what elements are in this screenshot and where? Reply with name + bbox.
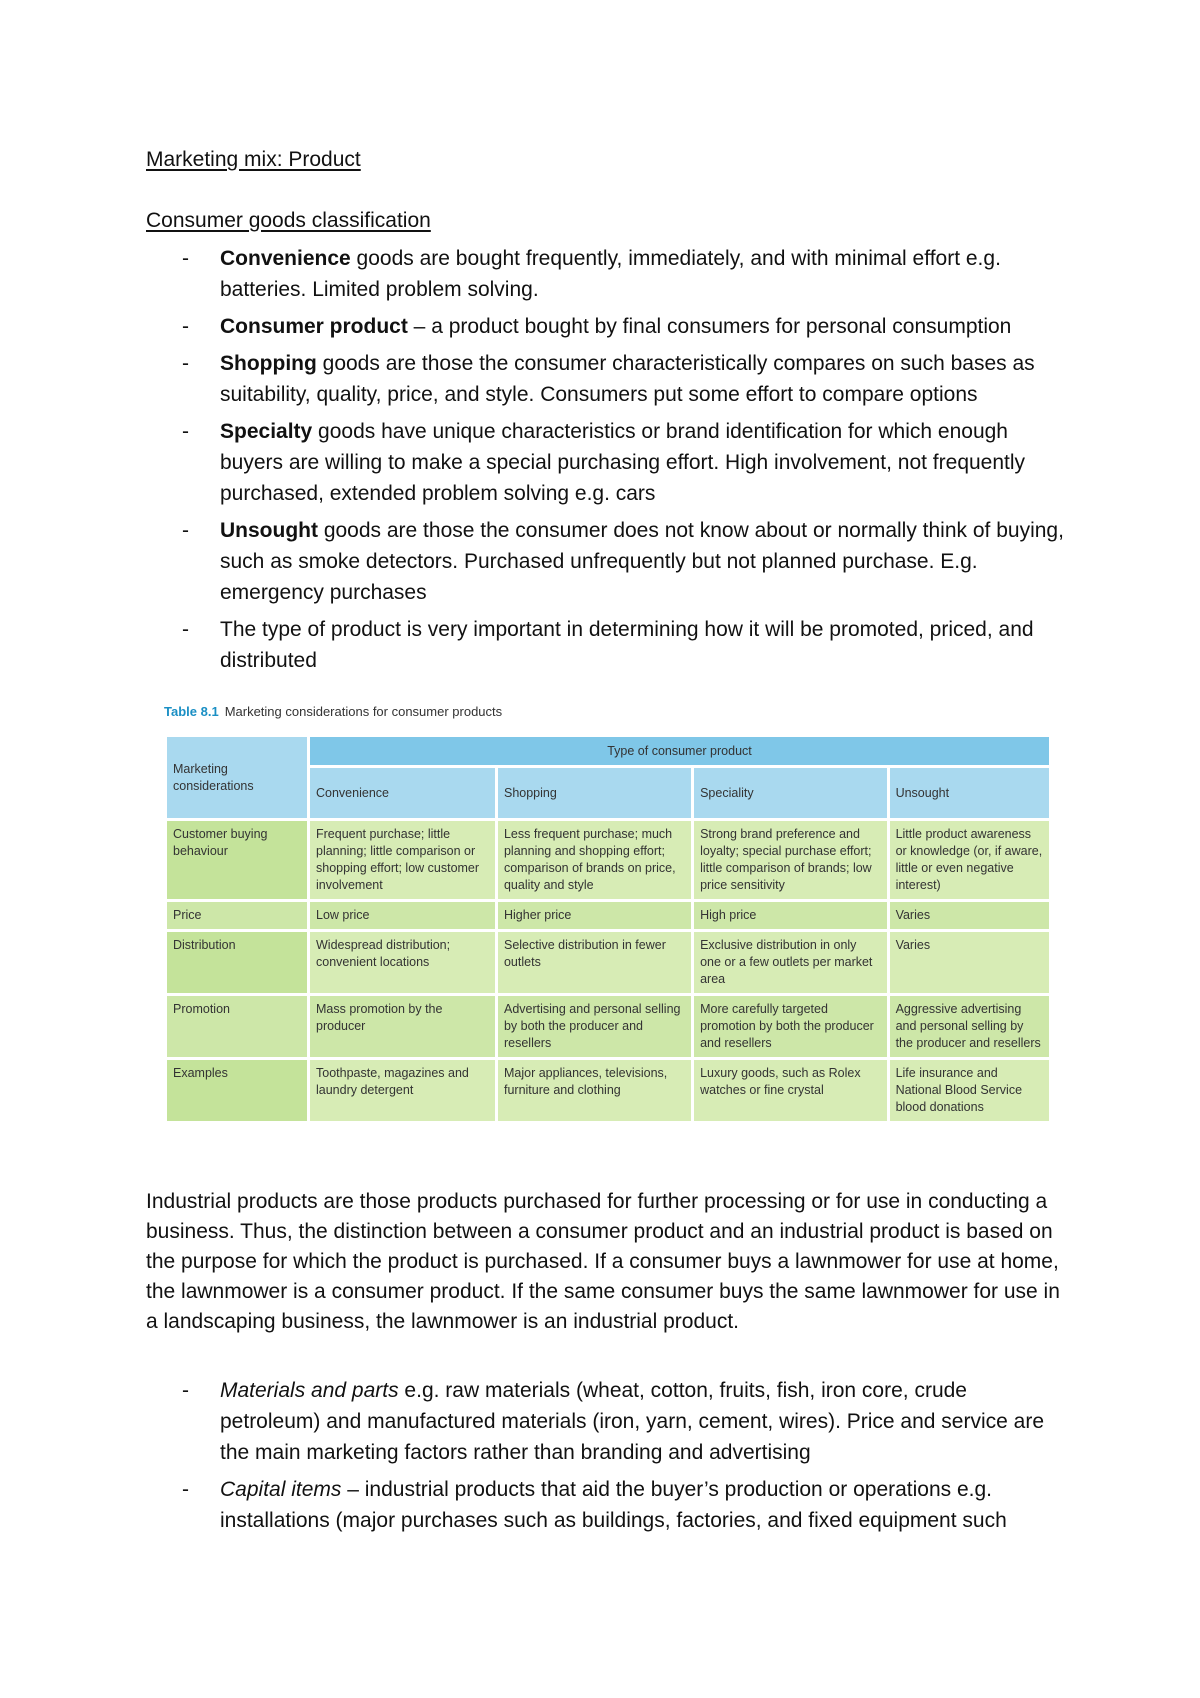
dash-marker: - (182, 1379, 189, 1402)
row-label: Examples (167, 1060, 307, 1121)
row-label: Distribution (167, 932, 307, 993)
dash-marker: - (182, 247, 189, 270)
table-cell: Strong brand preference and loyalty; special purchase effort; little comparison of brands; low price sensitivity (694, 821, 886, 899)
term-materials-and-parts: Materials and parts (220, 1379, 399, 1402)
table-cell: Luxury goods, such as Rolex watches or fine crystal (694, 1060, 886, 1121)
list-item (146, 1375, 1066, 1468)
industrial-products-list (146, 1375, 1066, 1542)
definition-text: – industrial products that aid the buyer’s production or operations e.g. installations (major purchases such as buildings, factories, and fixed equipment such (220, 1478, 1007, 1532)
term-convenience: Convenience (220, 247, 351, 270)
row-label: Promotion (167, 996, 307, 1057)
table-number: Table 8.1 (164, 704, 219, 719)
definition-text: – a product bought by final consumers for personal consumption (407, 315, 1012, 338)
row-header-label: Marketing considerations (167, 737, 307, 818)
list-item (146, 311, 1066, 342)
table-cell: High price (694, 902, 886, 929)
list-item (146, 348, 1066, 410)
column-header: Shopping (498, 768, 691, 818)
list-item (146, 416, 1066, 509)
term-consumer-product: Consumer product (220, 315, 408, 338)
table-cell: More carefully targeted promotion by both the producer and resellers (694, 996, 886, 1057)
list-item (146, 1474, 1066, 1536)
dash-marker: - (182, 315, 189, 338)
table-row (167, 932, 1049, 993)
table-cell: Major appliances, televisions, furniture and clothing (498, 1060, 691, 1121)
table-cell: Less frequent purchase; much planning and shopping effort; comparison of brands on price, quality and style (498, 821, 691, 899)
table-cell: Widespread distribution; convenient locations (310, 932, 495, 993)
table-cell: Frequent purchase; little planning; little comparison or shopping effort; low customer involvement (310, 821, 495, 899)
table-header-row (167, 737, 1049, 765)
definition-text: goods are bought frequently, immediately, and with minimal effort e.g. batteries. Limited problem solving. (220, 247, 1001, 301)
definition-text: goods have unique characteristics or brand identification for which enough buyers are willing to make a special purchasing effort. High involvement, not frequently purchased, extended problem solving e.g. cars (220, 420, 1026, 505)
term-shopping: Shopping (220, 352, 317, 375)
term-capital-items: Capital items (220, 1478, 342, 1501)
table-cell: Low price (310, 902, 495, 929)
consumer-goods-list (146, 243, 1066, 682)
term-specialty: Specialty (220, 420, 313, 443)
definition-text: e.g. raw materials (wheat, cotton, fruits, fish, iron core, crude petroleum) and manufactured materials (iron, yarn, cement, wires). Price and service are the main marketing factors rather than branding and advertising (220, 1379, 1045, 1464)
table-cell: Exclusive distribution in only one or a few outlets per market area (694, 932, 886, 993)
table-row (167, 821, 1049, 899)
definition-text: goods are those the consumer does not know about or normally think of buying, such as smoke detectors. Purchased unfrequently but not planned purchase. E.g. emergency purchases (220, 519, 1064, 604)
consumer-products-table (164, 734, 1052, 1124)
dash-marker: - (182, 618, 189, 641)
table-cell: Toothpaste, magazines and laundry detergent (310, 1060, 495, 1121)
list-item (146, 614, 1066, 676)
dash-marker: - (182, 352, 189, 375)
list-item (146, 515, 1066, 608)
table-caption-text: Marketing considerations for consumer products (224, 704, 503, 719)
table-cell: Life insurance and National Blood Service blood donations (890, 1060, 1049, 1121)
table-row (167, 996, 1049, 1057)
group-header: Type of consumer product (310, 737, 1049, 765)
page-title: Marketing mix: Product (146, 148, 361, 171)
table-caption (164, 704, 502, 719)
column-header: Unsought (890, 768, 1049, 818)
consumer-goods-heading: Consumer goods classification (146, 209, 431, 232)
table-cell: Higher price (498, 902, 691, 929)
industrial-products-paragraph: Industrial products are those products purchased for further processing or for use in conducting a business. Thus, the distinction between a consumer product and an industrial product is based on the purpose for which the product is purchased. If a consumer buys a lawnmower for use at home, the lawnmower is a consumer product. If the same consumer buys the same lawnmower for use in a landscaping business, the lawnmower is an industrial product. (146, 1190, 1060, 1333)
table-cell: Selective distribution in fewer outlets (498, 932, 691, 993)
table-cell: Mass promotion by the producer (310, 996, 495, 1057)
column-header: Convenience (310, 768, 495, 818)
table-row (167, 902, 1049, 929)
list-item (146, 243, 1066, 305)
table-row (167, 1060, 1049, 1121)
dash-marker: - (182, 420, 189, 443)
table-cell: Varies (890, 932, 1049, 993)
table-cell: Aggressive advertising and personal selling by the producer and resellers (890, 996, 1049, 1057)
table-figure (164, 704, 1052, 1136)
dash-marker: - (182, 1478, 189, 1501)
term-unsought: Unsought (220, 519, 318, 542)
row-label: Customer buying behaviour (167, 821, 307, 899)
definition-text: The type of product is very important in determining how it will be promoted, priced, and distributed (220, 618, 1034, 672)
dash-marker: - (182, 519, 189, 542)
table-cell: Varies (890, 902, 1049, 929)
definition-text: goods are those the consumer characteristically compares on such bases as suitability, quality, price, and style. Consumers put some effort to compare options (220, 352, 1035, 406)
row-label: Price (167, 902, 307, 929)
column-header: Speciality (694, 768, 886, 818)
table-cell: Little product awareness or knowledge (or, if aware, little or even negative interest) (890, 821, 1049, 899)
table-cell: Advertising and personal selling by both the producer and resellers (498, 996, 691, 1057)
